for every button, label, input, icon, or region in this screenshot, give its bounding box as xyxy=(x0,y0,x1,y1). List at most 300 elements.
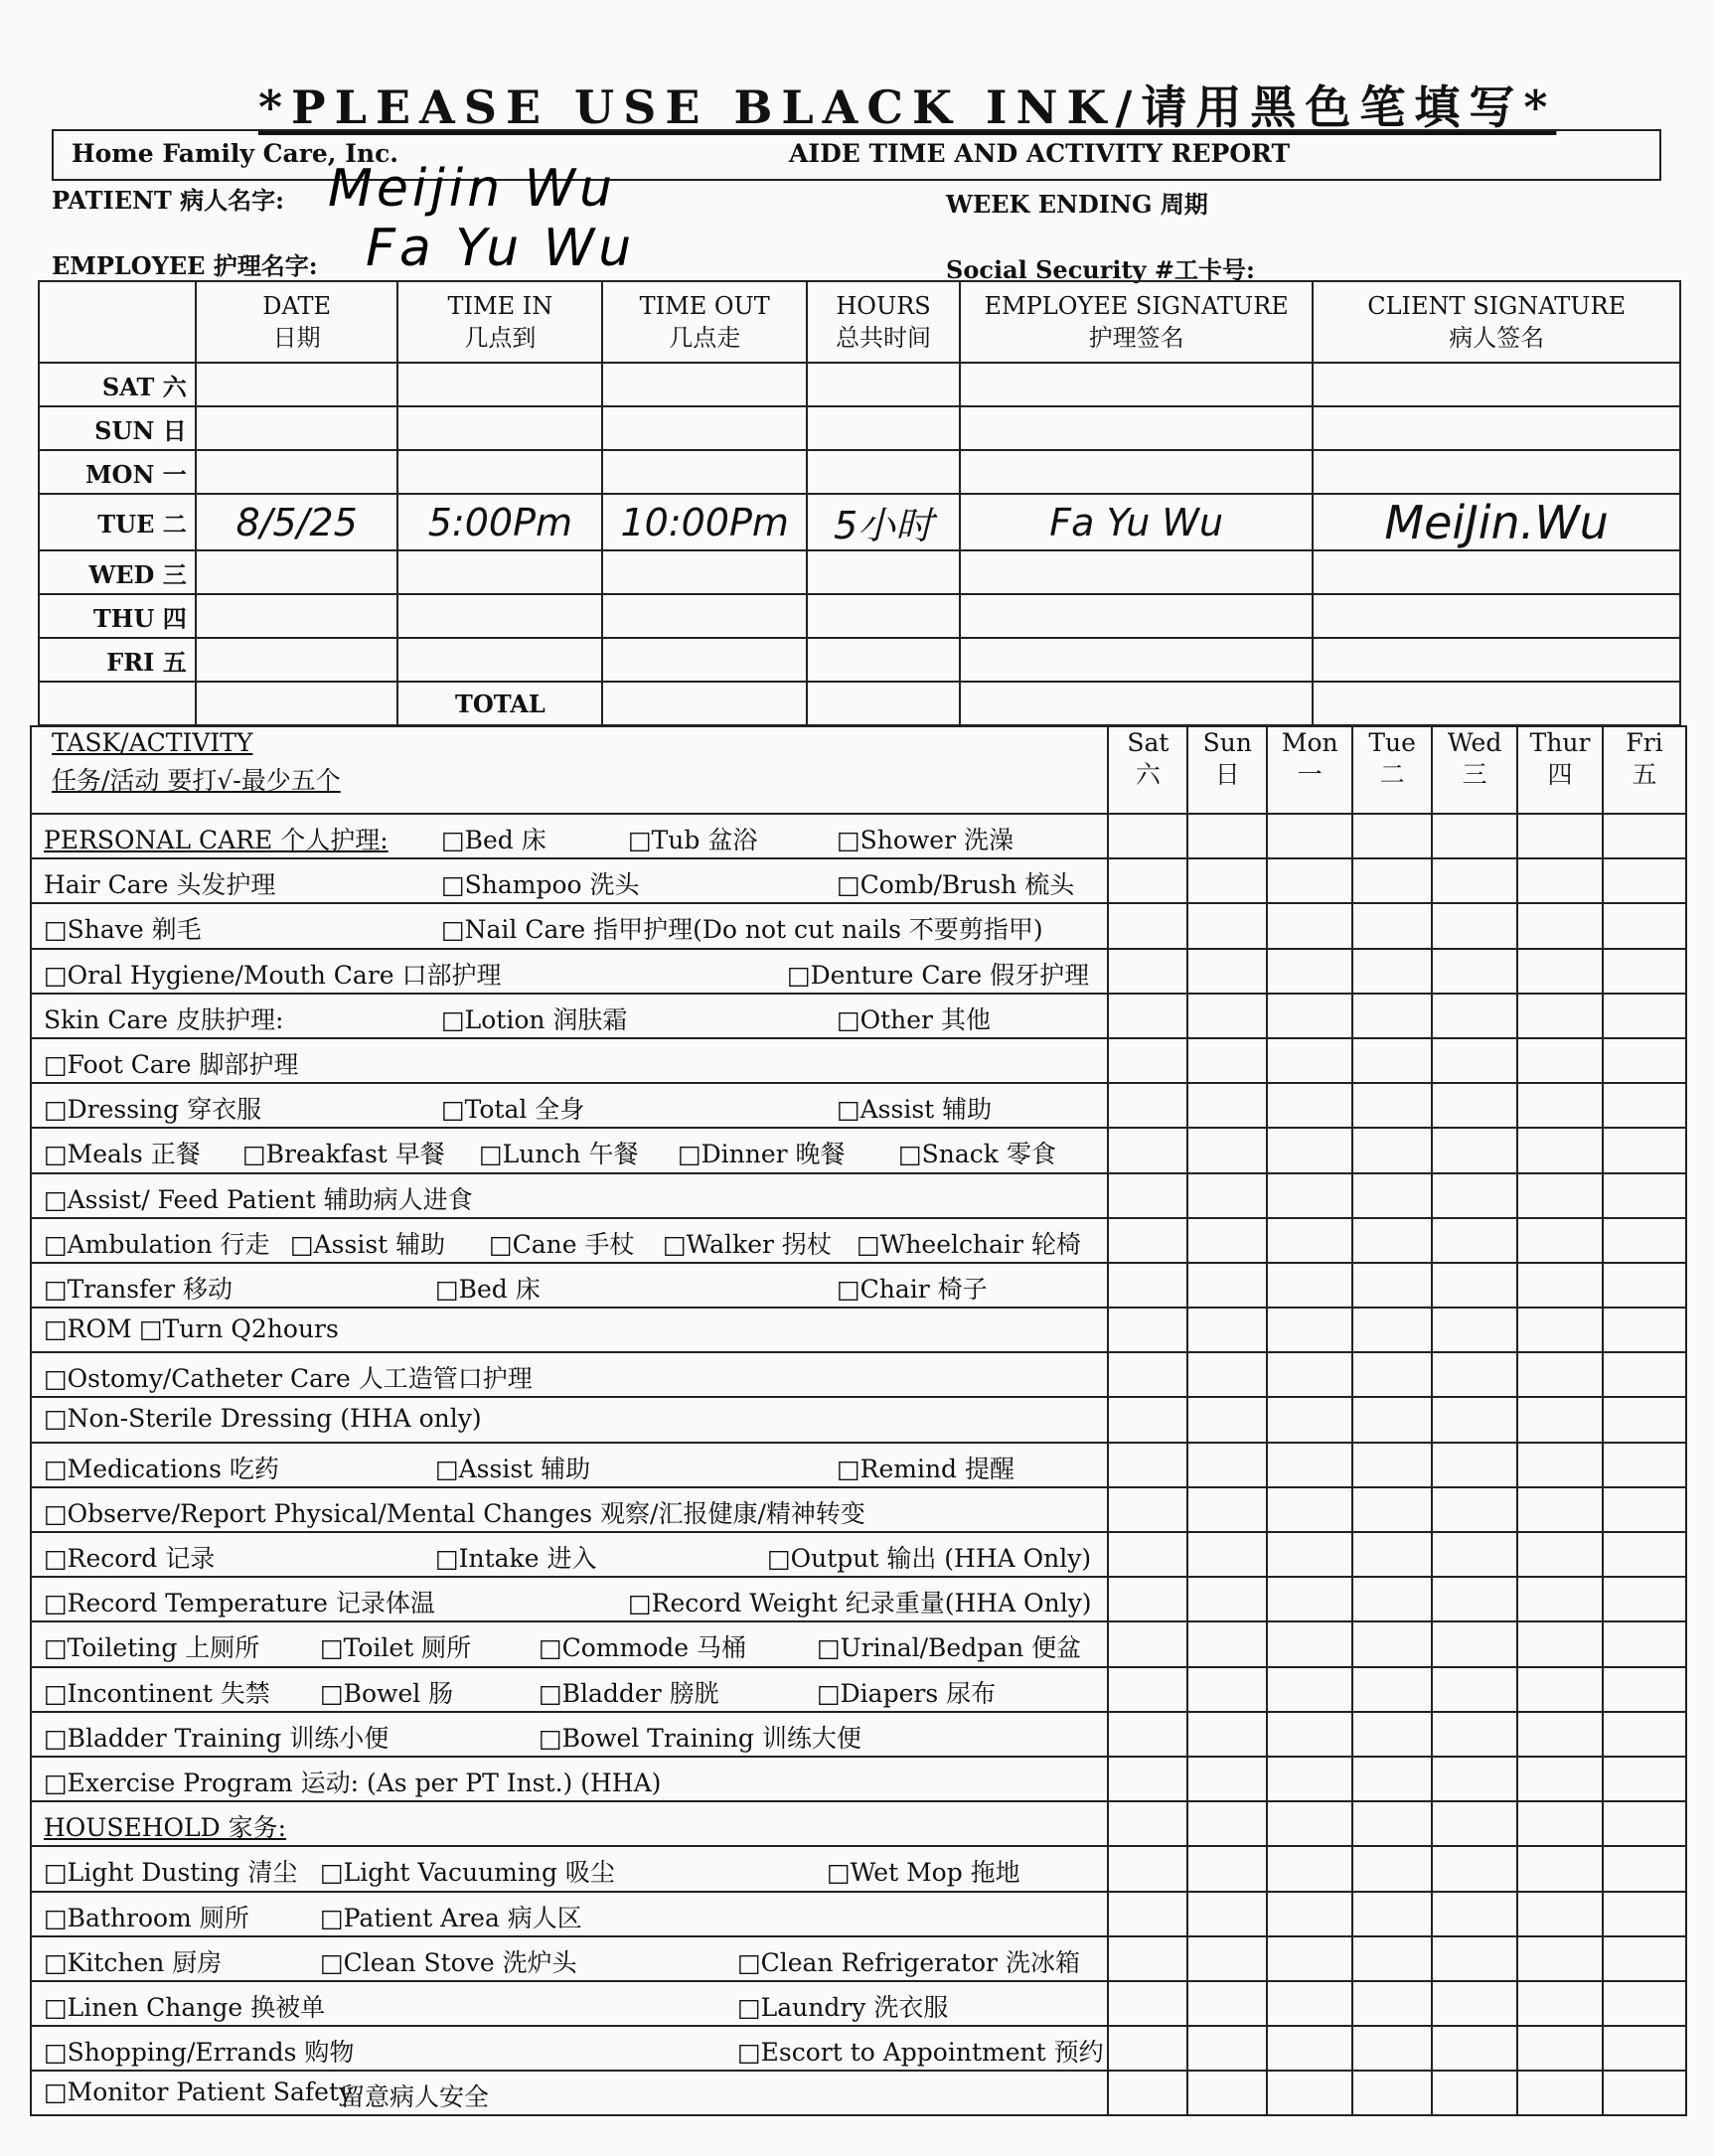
day-check-cell[interactable] xyxy=(1432,1308,1517,1352)
day-check-cell[interactable] xyxy=(1432,1892,1517,1936)
hours-cell[interactable] xyxy=(807,550,960,594)
day-check-cell[interactable] xyxy=(1267,1981,1352,2026)
day-check-cell[interactable] xyxy=(1352,1352,1432,1397)
task-checkbox-option[interactable]: □Clean Stove 洗炉头 xyxy=(320,1947,577,1977)
employee-signature-cell[interactable] xyxy=(960,363,1313,406)
day-check-cell[interactable] xyxy=(1352,814,1432,858)
client-signature-cell[interactable] xyxy=(1313,550,1680,594)
task-checkbox-option[interactable]: □Output 输出 (HHA Only) xyxy=(767,1544,1092,1573)
day-check-cell[interactable] xyxy=(1352,1757,1432,1801)
day-check-cell[interactable] xyxy=(1352,1981,1432,2026)
day-check-cell[interactable] xyxy=(1517,1128,1603,1172)
day-check-cell[interactable] xyxy=(1108,1308,1187,1352)
patient-name-handwritten[interactable]: Meijin Wu xyxy=(328,159,617,219)
day-check-cell[interactable] xyxy=(1108,1801,1187,1846)
task-checkbox-option[interactable]: □Dinner 晚餐 xyxy=(678,1140,846,1169)
day-check-cell[interactable] xyxy=(1108,1846,1187,1891)
day-check-cell[interactable] xyxy=(1603,1083,1686,1128)
time-out-cell[interactable] xyxy=(602,406,807,450)
task-checkbox-option[interactable]: □Commode 马桶 xyxy=(539,1633,747,1663)
day-check-cell[interactable] xyxy=(1267,949,1352,994)
day-check-cell[interactable] xyxy=(1108,858,1187,903)
task-checkbox-option[interactable]: □Intake 进入 xyxy=(435,1544,597,1573)
employee-signature-cell[interactable] xyxy=(960,406,1313,450)
day-check-cell[interactable] xyxy=(1187,1532,1267,1577)
date-cell[interactable] xyxy=(196,594,398,638)
day-check-cell[interactable] xyxy=(1432,1667,1517,1712)
day-check-cell[interactable] xyxy=(1603,1487,1686,1532)
task-checkbox-option[interactable]: □Light Vacuuming 吸尘 xyxy=(320,1858,615,1888)
task-checkbox-option[interactable]: □Bed 床 xyxy=(441,826,546,854)
day-check-cell[interactable] xyxy=(1432,1352,1517,1397)
day-check-cell[interactable] xyxy=(1187,1443,1267,1487)
day-check-cell[interactable] xyxy=(1352,1621,1432,1666)
day-check-cell[interactable] xyxy=(1108,903,1187,948)
day-check-cell[interactable] xyxy=(1352,1577,1432,1621)
hours-cell[interactable] xyxy=(807,594,960,638)
task-checkbox-option[interactable]: □Tub 盆浴 xyxy=(628,826,758,854)
day-check-cell[interactable] xyxy=(1187,1263,1267,1308)
day-check-cell[interactable] xyxy=(1267,1308,1352,1352)
day-check-cell[interactable] xyxy=(1352,1263,1432,1308)
time-in-cell[interactable] xyxy=(397,406,602,450)
day-check-cell[interactable] xyxy=(1267,2071,1352,2115)
date-cell[interactable] xyxy=(196,450,398,494)
day-check-cell[interactable] xyxy=(1108,1218,1187,1263)
day-check-cell[interactable] xyxy=(1187,903,1267,948)
day-check-cell[interactable] xyxy=(1352,994,1432,1038)
day-check-cell[interactable] xyxy=(1108,1712,1187,1757)
day-check-cell[interactable] xyxy=(1187,1352,1267,1397)
day-check-cell[interactable] xyxy=(1267,1801,1352,1846)
day-check-cell[interactable] xyxy=(1517,1892,1603,1936)
client-signature-cell[interactable] xyxy=(1313,406,1680,450)
day-check-cell[interactable] xyxy=(1603,1981,1686,2026)
day-check-cell[interactable] xyxy=(1187,1128,1267,1172)
day-check-cell[interactable] xyxy=(1187,1936,1267,1981)
task-checkbox-option[interactable]: □Assist 辅助 xyxy=(837,1095,993,1125)
day-check-cell[interactable] xyxy=(1603,1846,1686,1891)
day-check-cell[interactable] xyxy=(1267,1038,1352,1083)
day-check-cell[interactable] xyxy=(1108,814,1187,858)
task-checkbox-option[interactable]: □Exercise Program 运动: (As per PT Inst.) (HHA) xyxy=(44,1768,662,1797)
day-check-cell[interactable] xyxy=(1517,1981,1603,2026)
task-checkbox-option[interactable]: □Wheelchair 轮椅 xyxy=(857,1229,1081,1259)
day-check-cell[interactable] xyxy=(1603,1173,1686,1218)
task-checkbox-option[interactable]: □Dressing 穿衣服 xyxy=(44,1095,262,1125)
task-checkbox-option[interactable]: □Monitor Patient Safety xyxy=(44,2078,354,2107)
day-check-cell[interactable] xyxy=(1108,1667,1187,1712)
employee-signature-cell[interactable] xyxy=(960,450,1313,494)
total-time-out-cell[interactable] xyxy=(602,682,807,725)
day-check-cell[interactable] xyxy=(1108,1757,1187,1801)
day-check-cell[interactable] xyxy=(1517,1308,1603,1352)
day-check-cell[interactable] xyxy=(1432,1936,1517,1981)
day-check-cell[interactable] xyxy=(1603,1263,1686,1308)
hours-cell[interactable] xyxy=(807,406,960,450)
date-cell[interactable] xyxy=(196,406,398,450)
day-check-cell[interactable] xyxy=(1187,858,1267,903)
task-checkbox-option[interactable]: □Cane 手杖 xyxy=(489,1229,635,1259)
task-checkbox-option[interactable]: □Shower 洗澡 xyxy=(837,826,1013,854)
task-checkbox-option[interactable]: □Bladder Training 训练小便 xyxy=(44,1723,390,1753)
day-check-cell[interactable] xyxy=(1517,1352,1603,1397)
day-check-cell[interactable] xyxy=(1603,2026,1686,2071)
day-check-cell[interactable] xyxy=(1187,1487,1267,1532)
task-checkbox-option[interactable]: □Foot Care 脚部护理 xyxy=(44,1049,299,1079)
day-check-cell[interactable] xyxy=(1187,2026,1267,2071)
day-check-cell[interactable] xyxy=(1603,903,1686,948)
hours-cell[interactable]: 5小时 xyxy=(807,494,960,550)
day-check-cell[interactable] xyxy=(1187,1577,1267,1621)
day-check-cell[interactable] xyxy=(1603,1218,1686,1263)
task-checkbox-option[interactable]: □Incontinent 失禁 xyxy=(44,1678,270,1708)
day-check-cell[interactable] xyxy=(1267,1487,1352,1532)
day-check-cell[interactable] xyxy=(1352,1801,1432,1846)
day-check-cell[interactable] xyxy=(1603,994,1686,1038)
day-check-cell[interactable] xyxy=(1352,903,1432,948)
day-check-cell[interactable] xyxy=(1267,1712,1352,1757)
day-check-cell[interactable] xyxy=(1352,1083,1432,1128)
task-checkbox-option[interactable]: □Clean Refrigerator 洗冰箱 xyxy=(737,1947,1080,1977)
day-check-cell[interactable] xyxy=(1517,1757,1603,1801)
day-check-cell[interactable] xyxy=(1267,994,1352,1038)
day-check-cell[interactable] xyxy=(1187,1173,1267,1218)
day-check-cell[interactable] xyxy=(1352,2071,1432,2115)
day-check-cell[interactable] xyxy=(1603,1621,1686,1666)
day-check-cell[interactable] xyxy=(1352,1128,1432,1172)
day-check-cell[interactable] xyxy=(1352,1487,1432,1532)
task-checkbox-option[interactable]: □Wet Mop 拖地 xyxy=(827,1858,1020,1888)
day-check-cell[interactable] xyxy=(1108,1621,1187,1666)
day-check-cell[interactable] xyxy=(1432,1801,1517,1846)
task-checkbox-option[interactable]: □Bowel Training 训练大便 xyxy=(539,1723,861,1753)
day-check-cell[interactable] xyxy=(1187,1308,1267,1352)
total-hours-cell[interactable] xyxy=(807,682,960,725)
day-check-cell[interactable] xyxy=(1187,814,1267,858)
day-check-cell[interactable] xyxy=(1517,858,1603,903)
day-check-cell[interactable] xyxy=(1352,1712,1432,1757)
day-check-cell[interactable] xyxy=(1603,858,1686,903)
day-check-cell[interactable] xyxy=(1267,1218,1352,1263)
day-check-cell[interactable] xyxy=(1517,1083,1603,1128)
day-check-cell[interactable] xyxy=(1517,1577,1603,1621)
day-check-cell[interactable] xyxy=(1108,1038,1187,1083)
day-check-cell[interactable] xyxy=(1517,949,1603,994)
day-check-cell[interactable] xyxy=(1432,1083,1517,1128)
day-check-cell[interactable] xyxy=(1108,949,1187,994)
day-check-cell[interactable] xyxy=(1108,1083,1187,1128)
day-check-cell[interactable] xyxy=(1432,994,1517,1038)
day-check-cell[interactable] xyxy=(1517,1173,1603,1218)
day-check-cell[interactable] xyxy=(1187,1712,1267,1757)
task-checkbox-option[interactable]: □Light Dusting 清尘 xyxy=(44,1858,298,1888)
day-check-cell[interactable] xyxy=(1517,1443,1603,1487)
task-checkbox-option[interactable]: □ROM xyxy=(44,1314,132,1344)
time-out-cell[interactable] xyxy=(602,594,807,638)
day-check-cell[interactable] xyxy=(1187,1757,1267,1801)
day-check-cell[interactable] xyxy=(1432,814,1517,858)
day-check-cell[interactable] xyxy=(1432,2026,1517,2071)
employee-signature-cell[interactable] xyxy=(960,638,1313,682)
day-check-cell[interactable] xyxy=(1267,1173,1352,1218)
date-cell[interactable] xyxy=(196,638,398,682)
client-signature-cell[interactable]: MeiJin.Wu xyxy=(1313,494,1680,550)
day-check-cell[interactable] xyxy=(1352,1038,1432,1083)
day-check-cell[interactable] xyxy=(1267,1128,1352,1172)
day-check-cell[interactable] xyxy=(1267,1892,1352,1936)
task-checkbox-option[interactable]: □Denture Care 假牙护理 xyxy=(787,960,1090,990)
day-check-cell[interactable] xyxy=(1267,1846,1352,1891)
day-check-cell[interactable] xyxy=(1603,949,1686,994)
time-in-cell[interactable] xyxy=(397,363,602,406)
task-checkbox-option[interactable]: □Assist/ Feed Patient 辅助病人进食 xyxy=(44,1184,473,1214)
task-checkbox-option[interactable]: □Record Weight 纪录重量(HHA Only) xyxy=(628,1589,1092,1618)
day-check-cell[interactable] xyxy=(1517,1846,1603,1891)
day-check-cell[interactable] xyxy=(1187,2071,1267,2115)
day-check-cell[interactable] xyxy=(1517,1263,1603,1308)
task-checkbox-option[interactable]: □Assist 辅助 xyxy=(435,1454,591,1483)
day-check-cell[interactable] xyxy=(1267,1667,1352,1712)
day-check-cell[interactable] xyxy=(1352,1892,1432,1936)
hours-cell[interactable] xyxy=(807,638,960,682)
day-check-cell[interactable] xyxy=(1267,1757,1352,1801)
day-check-cell[interactable] xyxy=(1187,1846,1267,1891)
day-check-cell[interactable] xyxy=(1603,1892,1686,1936)
day-check-cell[interactable] xyxy=(1603,1757,1686,1801)
task-checkbox-option[interactable]: □Nail Care 指甲护理(Do not cut nails 不要剪指甲) xyxy=(441,915,1043,945)
day-check-cell[interactable] xyxy=(1352,1218,1432,1263)
task-checkbox-option[interactable]: □Bladder 膀胱 xyxy=(539,1678,719,1708)
day-check-cell[interactable] xyxy=(1352,1846,1432,1891)
day-check-cell[interactable] xyxy=(1603,1712,1686,1757)
task-checkbox-option[interactable]: □Diapers 尿布 xyxy=(817,1678,997,1708)
day-check-cell[interactable] xyxy=(1432,1038,1517,1083)
day-check-cell[interactable] xyxy=(1108,2026,1187,2071)
task-checkbox-option[interactable]: □Meals 正餐 xyxy=(44,1140,201,1169)
task-checkbox-option[interactable]: □Chair 椅子 xyxy=(837,1274,988,1304)
task-checkbox-option[interactable]: □Assist 辅助 xyxy=(290,1229,446,1259)
client-signature-cell[interactable] xyxy=(1313,594,1680,638)
day-check-cell[interactable] xyxy=(1432,1218,1517,1263)
day-check-cell[interactable] xyxy=(1603,814,1686,858)
day-check-cell[interactable] xyxy=(1603,1128,1686,1172)
day-check-cell[interactable] xyxy=(1517,1801,1603,1846)
employee-name-handwritten[interactable]: Fa Yu Wu xyxy=(366,219,636,278)
day-check-cell[interactable] xyxy=(1352,1173,1432,1218)
task-checkbox-option[interactable]: □Transfer 移动 xyxy=(44,1274,234,1304)
day-check-cell[interactable] xyxy=(1517,1667,1603,1712)
day-check-cell[interactable] xyxy=(1267,1936,1352,1981)
task-checkbox-option[interactable]: □Ostomy/Catheter Care 人工造管口护理 xyxy=(44,1364,533,1394)
day-check-cell[interactable] xyxy=(1267,858,1352,903)
task-checkbox-option[interactable]: □Medications 吃药 xyxy=(44,1454,279,1483)
date-cell[interactable]: 8/5/25 xyxy=(196,494,398,550)
time-out-cell[interactable] xyxy=(602,450,807,494)
day-check-cell[interactable] xyxy=(1603,2071,1686,2115)
time-out-cell[interactable] xyxy=(602,550,807,594)
task-checkbox-option[interactable]: □Kitchen 厨房 xyxy=(44,1947,223,1977)
task-checkbox-option[interactable]: □Other 其他 xyxy=(837,1004,991,1034)
day-check-cell[interactable] xyxy=(1603,1397,1686,1442)
task-checkbox-option[interactable]: □Non-Sterile Dressing (HHA only) xyxy=(44,1404,482,1434)
task-checkbox-option[interactable]: □Lotion 润肤霜 xyxy=(441,1004,628,1034)
day-check-cell[interactable] xyxy=(1267,1397,1352,1442)
task-checkbox-option[interactable]: □Total 全身 xyxy=(441,1095,585,1125)
time-in-cell[interactable] xyxy=(397,638,602,682)
time-out-cell[interactable]: 10:00Pm xyxy=(602,494,807,550)
day-check-cell[interactable] xyxy=(1432,1263,1517,1308)
day-check-cell[interactable] xyxy=(1108,1263,1187,1308)
task-checkbox-option[interactable]: □Record 记录 xyxy=(44,1544,216,1573)
day-check-cell[interactable] xyxy=(1352,1532,1432,1577)
day-check-cell[interactable] xyxy=(1108,1981,1187,2026)
day-check-cell[interactable] xyxy=(1187,994,1267,1038)
hours-cell[interactable] xyxy=(807,363,960,406)
day-check-cell[interactable] xyxy=(1267,1577,1352,1621)
time-in-cell[interactable]: 5:00Pm xyxy=(397,494,602,550)
day-check-cell[interactable] xyxy=(1187,1083,1267,1128)
day-check-cell[interactable] xyxy=(1187,1621,1267,1666)
day-check-cell[interactable] xyxy=(1108,2071,1187,2115)
day-check-cell[interactable] xyxy=(1432,903,1517,948)
task-checkbox-option[interactable]: □Toileting 上厕所 xyxy=(44,1633,260,1663)
day-check-cell[interactable] xyxy=(1603,1352,1686,1397)
day-check-cell[interactable] xyxy=(1352,2026,1432,2071)
day-check-cell[interactable] xyxy=(1432,1846,1517,1891)
day-check-cell[interactable] xyxy=(1187,1397,1267,1442)
employee-signature-cell[interactable] xyxy=(960,594,1313,638)
task-checkbox-option[interactable]: □Shave 剃毛 xyxy=(44,915,202,945)
day-check-cell[interactable] xyxy=(1187,1218,1267,1263)
day-check-cell[interactable] xyxy=(1517,1936,1603,1981)
task-checkbox-option[interactable]: □Toilet 厕所 xyxy=(320,1633,472,1663)
task-checkbox-option[interactable]: □Lunch 午餐 xyxy=(479,1140,639,1169)
day-check-cell[interactable] xyxy=(1352,858,1432,903)
day-check-cell[interactable] xyxy=(1108,1128,1187,1172)
day-check-cell[interactable] xyxy=(1187,1667,1267,1712)
day-check-cell[interactable] xyxy=(1603,1667,1686,1712)
day-check-cell[interactable] xyxy=(1603,1936,1686,1981)
day-check-cell[interactable] xyxy=(1187,1801,1267,1846)
day-check-cell[interactable] xyxy=(1267,1263,1352,1308)
day-check-cell[interactable] xyxy=(1267,814,1352,858)
hours-cell[interactable] xyxy=(807,450,960,494)
task-checkbox-option[interactable]: □Bathroom 厕所 xyxy=(44,1903,249,1932)
day-check-cell[interactable] xyxy=(1603,1308,1686,1352)
day-check-cell[interactable] xyxy=(1108,1397,1187,1442)
task-checkbox-option[interactable]: □Shampoo 洗头 xyxy=(441,870,640,900)
day-check-cell[interactable] xyxy=(1432,1173,1517,1218)
date-cell[interactable] xyxy=(196,363,398,406)
task-checkbox-option[interactable]: □Remind 提醒 xyxy=(837,1454,1014,1483)
day-check-cell[interactable] xyxy=(1517,1218,1603,1263)
day-check-cell[interactable] xyxy=(1432,1621,1517,1666)
task-checkbox-option[interactable]: □Patient Area 病人区 xyxy=(320,1903,582,1932)
day-check-cell[interactable] xyxy=(1517,1038,1603,1083)
day-check-cell[interactable] xyxy=(1267,1532,1352,1577)
day-check-cell[interactable] xyxy=(1432,1397,1517,1442)
task-checkbox-option[interactable]: □Shopping/Errands 购物 xyxy=(44,2038,355,2068)
day-check-cell[interactable] xyxy=(1267,1352,1352,1397)
task-checkbox-option[interactable]: □Breakfast 早餐 xyxy=(242,1140,445,1169)
task-checkbox-option[interactable]: □Comb/Brush 梳头 xyxy=(837,870,1075,900)
day-check-cell[interactable] xyxy=(1517,994,1603,1038)
time-in-cell[interactable] xyxy=(397,550,602,594)
day-check-cell[interactable] xyxy=(1187,1892,1267,1936)
client-signature-cell[interactable] xyxy=(1313,450,1680,494)
day-check-cell[interactable] xyxy=(1517,1532,1603,1577)
day-check-cell[interactable] xyxy=(1432,1443,1517,1487)
day-check-cell[interactable] xyxy=(1432,1128,1517,1172)
task-checkbox-option[interactable]: □Urinal/Bedpan 便盆 xyxy=(817,1633,1082,1663)
day-check-cell[interactable] xyxy=(1108,1532,1187,1577)
day-check-cell[interactable] xyxy=(1603,1577,1686,1621)
day-check-cell[interactable] xyxy=(1352,949,1432,994)
day-check-cell[interactable] xyxy=(1432,949,1517,994)
task-checkbox-option[interactable]: □Ambulation 行走 xyxy=(44,1229,270,1259)
day-check-cell[interactable] xyxy=(1108,1173,1187,1218)
day-check-cell[interactable] xyxy=(1352,1936,1432,1981)
time-out-cell[interactable] xyxy=(602,638,807,682)
day-check-cell[interactable] xyxy=(1517,814,1603,858)
task-checkbox-option[interactable]: □Oral Hygiene/Mouth Care 口部护理 xyxy=(44,960,502,990)
task-checkbox-option[interactable]: □Bed 床 xyxy=(435,1274,541,1304)
day-check-cell[interactable] xyxy=(1352,1443,1432,1487)
day-check-cell[interactable] xyxy=(1432,858,1517,903)
day-check-cell[interactable] xyxy=(1267,1083,1352,1128)
day-check-cell[interactable] xyxy=(1517,1397,1603,1442)
time-in-cell[interactable] xyxy=(397,594,602,638)
client-signature-cell[interactable] xyxy=(1313,363,1680,406)
day-check-cell[interactable] xyxy=(1108,1577,1187,1621)
day-check-cell[interactable] xyxy=(1432,1577,1517,1621)
day-check-cell[interactable] xyxy=(1352,1397,1432,1442)
task-checkbox-option[interactable]: □Linen Change 换被单 xyxy=(44,1992,326,2022)
day-check-cell[interactable] xyxy=(1517,1621,1603,1666)
task-checkbox-option[interactable]: □Snack 零食 xyxy=(898,1140,1056,1169)
employee-signature-cell[interactable] xyxy=(960,550,1313,594)
day-check-cell[interactable] xyxy=(1432,1981,1517,2026)
time-out-cell[interactable] xyxy=(602,363,807,406)
day-check-cell[interactable] xyxy=(1267,1443,1352,1487)
day-check-cell[interactable] xyxy=(1517,903,1603,948)
day-check-cell[interactable] xyxy=(1432,2071,1517,2115)
client-signature-cell[interactable] xyxy=(1313,638,1680,682)
date-cell[interactable] xyxy=(196,550,398,594)
task-checkbox-option[interactable]: □Laundry 洗衣服 xyxy=(737,1992,949,2022)
employee-signature-cell[interactable]: Fa Yu Wu xyxy=(960,494,1313,550)
day-check-cell[interactable] xyxy=(1352,1667,1432,1712)
day-check-cell[interactable] xyxy=(1108,1487,1187,1532)
day-check-cell[interactable] xyxy=(1517,2026,1603,2071)
day-check-cell[interactable] xyxy=(1603,1801,1686,1846)
day-check-cell[interactable] xyxy=(1108,1892,1187,1936)
day-check-cell[interactable] xyxy=(1432,1532,1517,1577)
task-checkbox-option[interactable]: □Turn Q2hours xyxy=(139,1314,339,1344)
day-check-cell[interactable] xyxy=(1108,1443,1187,1487)
day-check-cell[interactable] xyxy=(1432,1487,1517,1532)
day-check-cell[interactable] xyxy=(1603,1038,1686,1083)
time-in-cell[interactable] xyxy=(397,450,602,494)
day-check-cell[interactable] xyxy=(1187,1981,1267,2026)
day-check-cell[interactable] xyxy=(1267,903,1352,948)
day-check-cell[interactable] xyxy=(1432,1757,1517,1801)
task-checkbox-option[interactable]: □Bowel 肠 xyxy=(320,1678,454,1708)
task-checkbox-option[interactable]: □Observe/Report Physical/Mental Changes 观察/汇报健康/精神转变 xyxy=(44,1498,865,1528)
day-check-cell[interactable] xyxy=(1187,1038,1267,1083)
day-check-cell[interactable] xyxy=(1517,1487,1603,1532)
